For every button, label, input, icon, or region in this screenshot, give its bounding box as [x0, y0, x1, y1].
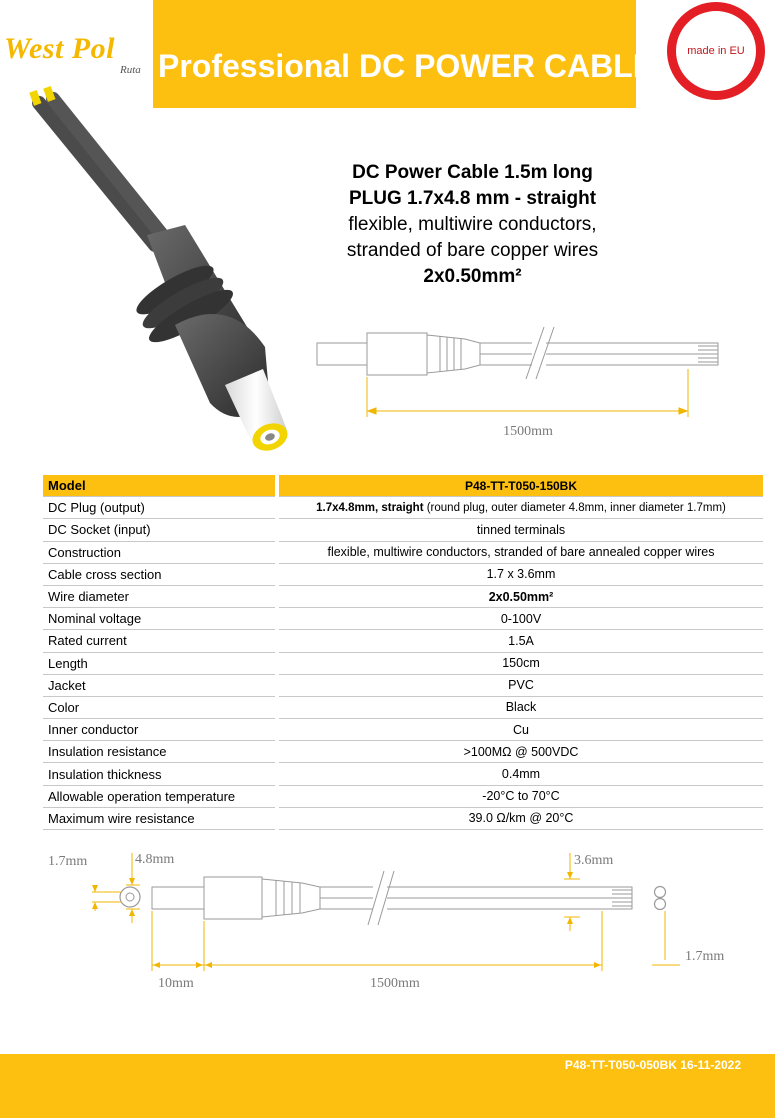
desc-line-5: 2x0.50mm²	[423, 266, 522, 287]
row-value: 0.4mm	[279, 763, 763, 785]
dim-length-label: 1500mm	[370, 976, 420, 991]
row-label: Wire diameter	[43, 585, 275, 607]
row-label: Allowable operation temperature	[43, 785, 275, 807]
footer-band	[0, 1054, 775, 1118]
row-value: 0-100V	[279, 608, 763, 630]
row-value: >100MΩ @ 500VDC	[279, 741, 763, 763]
row-label: Jacket	[43, 674, 275, 696]
specs-header-label: Model	[43, 475, 275, 497]
brand-logo	[0, 30, 150, 80]
table-row	[43, 563, 763, 585]
row-label: Cable cross section	[43, 563, 275, 585]
table-row	[43, 807, 763, 829]
table-row	[43, 763, 763, 785]
row-value: 39.0 Ω/km @ 20°C	[279, 807, 763, 829]
desc-line-3: flexible, multiwire conductors,	[348, 214, 597, 235]
row-value: tinned terminals	[279, 519, 763, 541]
row-label: Color	[43, 696, 275, 718]
table-row	[43, 585, 763, 607]
top-length-label: 1500mm	[503, 424, 553, 439]
table-row	[43, 608, 763, 630]
table-row	[43, 674, 763, 696]
table-row	[43, 719, 763, 741]
row-label: Insulation thickness	[43, 763, 275, 785]
cable-product-image	[25, 85, 305, 460]
table-row	[43, 541, 763, 563]
row-label: Maximum wire resistance	[43, 807, 275, 829]
row-label: Insulation resistance	[43, 741, 275, 763]
plug-value-bold: 1.7x4.8mm, straight	[316, 501, 424, 514]
row-label: DC Socket (input)	[43, 519, 275, 541]
bottom-cable-drawing	[40, 845, 760, 995]
row-label: Rated current	[43, 630, 275, 652]
dim-inner-label: 1.7mm	[48, 854, 88, 869]
row-label: Length	[43, 652, 275, 674]
row-value: flexible, multiwire conductors, stranded of bare annealed copper wires	[279, 541, 763, 563]
dim-cable-width-label: 3.6mm	[574, 853, 614, 868]
badge-text: made in EU	[687, 45, 745, 57]
dim-plug-label: 10mm	[158, 976, 194, 991]
page-title: Professional DC POWER CABLE	[158, 48, 655, 84]
row-value: Black	[279, 696, 763, 718]
table-row	[43, 696, 763, 718]
row-value: PVC	[279, 674, 763, 696]
row-label: Inner conductor	[43, 719, 275, 741]
dim-cable-height-label: 1.7mm	[685, 949, 725, 964]
table-row	[43, 652, 763, 674]
plug-value-rest: (round plug, outer diameter 4.8mm, inner diameter 1.7mm)	[423, 501, 726, 514]
dim-outer-label: 4.8mm	[135, 852, 175, 867]
desc-line-2: PLUG 1.7x4.8 mm - straight	[348, 188, 597, 209]
logo-subtext: Ruta	[120, 64, 141, 76]
footer-code: P48-TT-T050-050BK 16-11-2022	[564, 1058, 741, 1072]
row-label: Nominal voltage	[43, 608, 275, 630]
row-value: 1.5A	[279, 630, 763, 652]
specs-table	[43, 475, 763, 830]
specs-header-value: P48-TT-T050-150BK	[279, 475, 763, 497]
desc-line-1: DC Power Cable 1.5m long	[352, 162, 593, 183]
table-row	[43, 741, 763, 763]
table-row	[43, 785, 763, 807]
row-value: 1.7 x 3.6mm	[279, 563, 763, 585]
row-label: DC Plug (output)	[43, 497, 275, 519]
table-row	[43, 497, 763, 519]
table-row	[43, 630, 763, 652]
table-row	[43, 519, 763, 541]
row-label: Construction	[43, 541, 275, 563]
made-in-eu-badge	[667, 2, 765, 100]
row-value: 2x0.50mm²	[279, 585, 763, 607]
product-description	[310, 160, 635, 290]
specs-header-row	[43, 475, 763, 497]
logo-text: West Pol	[4, 32, 115, 65]
row-value: Cu	[279, 719, 763, 741]
row-value: 150cm	[279, 652, 763, 674]
row-value: -20°C to 70°C	[279, 785, 763, 807]
desc-line-4: stranded of bare copper wires	[346, 240, 599, 261]
row-value	[279, 497, 763, 519]
top-cable-drawing	[300, 315, 740, 445]
